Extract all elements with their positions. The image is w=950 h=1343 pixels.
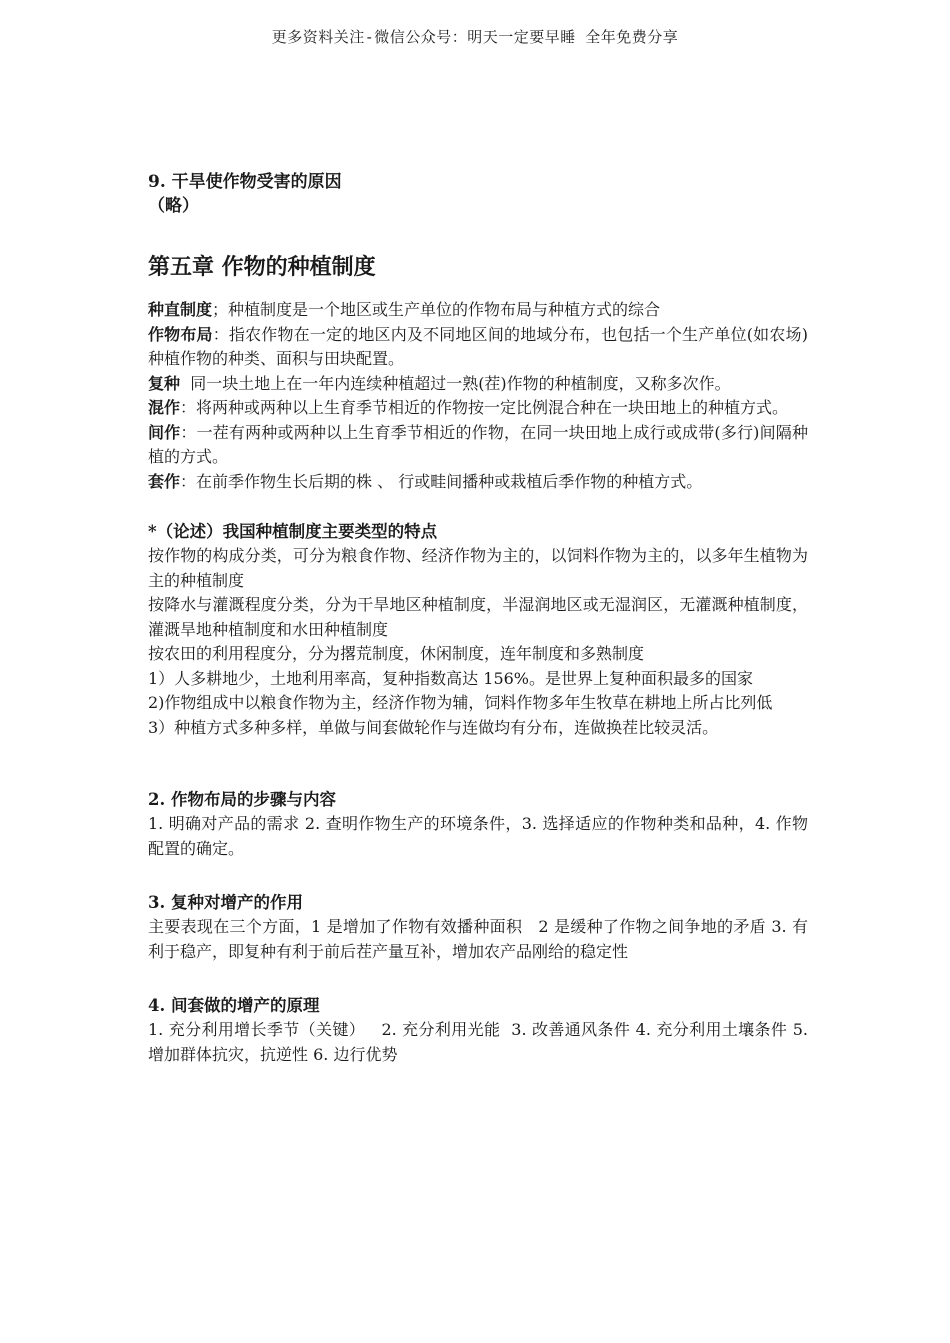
definition-term: 作物布局 xyxy=(148,324,213,344)
definition-term: 间作 xyxy=(148,422,181,442)
definition-separator: ： xyxy=(180,471,197,491)
definition-term: 种直制度 xyxy=(148,300,213,319)
definitions-list xyxy=(148,298,808,494)
document-body xyxy=(148,170,814,1067)
question-3 xyxy=(148,891,808,964)
definition-item xyxy=(148,298,808,323)
definition-item xyxy=(148,372,808,397)
definition-separator: ： xyxy=(180,398,197,417)
question-2-title: 2. 作物布局的步骤与内容 xyxy=(148,790,336,809)
question-3-title: 3. 复种对增产的作用 xyxy=(148,893,303,912)
definition-text: 在前季作物生长后期的株 、 行或畦间播种或栽植后季作物的种植方式。 xyxy=(196,471,703,491)
definition-separator xyxy=(180,374,190,393)
essay-section xyxy=(148,520,808,740)
question-9-title: 9. 干旱使作物受害的原因 xyxy=(148,172,342,192)
page-header: 更多资料关注-微信公众号：明天一定要早睡 全年免费分享 xyxy=(271,28,679,46)
question-2 xyxy=(148,788,808,861)
essay-paragraph: 2)作物组成中以粮食作物为主，经济作物为辅，饲料作物多年生牧草在耕地上所占比列低 xyxy=(148,693,773,712)
question-9 xyxy=(148,170,808,218)
definition-text: 种植制度是一个地区或生产单位的作物布局与种植方式的综合 xyxy=(228,300,661,319)
definition-term: 混作 xyxy=(148,398,181,417)
essay-paragraph: 1）人多耕地少，土地利用率高，复种指数高达 156%。是世界上复种面积最多的国家 xyxy=(148,668,754,688)
definition-separator: ： xyxy=(180,422,197,442)
definition-item xyxy=(148,323,808,372)
question-4 xyxy=(148,994,814,1067)
essay-paragraph: 3）种植方式多种多样，单做与间套做轮作与连做均有分布，连做换茬比较灵活。 xyxy=(148,717,719,737)
question-2-body: 1. 明确对产品的需求 2. 查明作物生产的环境条件，3. 选择适应的作物种类和品种，4. 作物配置的确定。 xyxy=(148,814,808,858)
definition-text: 指农作物在一定的地区内及不同地区间的地域分布，也包括一个生产单位(如农场)种植作物的种类、面积与田块配置。 xyxy=(148,324,808,368)
definition-item xyxy=(148,421,808,470)
definition-term: 套作 xyxy=(148,471,181,491)
definition-term: 复种 xyxy=(148,373,181,393)
essay-title: *（论述）我国种植制度主要类型的特点 xyxy=(148,522,438,541)
definition-text: 一茬有两种或两种以上生育季节相近的作物，在同一块田地上成行或成带(多行)间隔种植的方式。 xyxy=(148,422,808,466)
definition-item xyxy=(148,396,808,421)
question-9-body: （略） xyxy=(148,196,199,216)
definition-item xyxy=(148,470,808,495)
question-4-body: 1. 充分利用增长季节（关键） 2. 充分利用光能 3. 改善通风条件 4. 充分利用土壤条件 5. 增加群体抗灾，抗逆性 6. 边行优势 xyxy=(148,1020,814,1064)
definition-text: 同一块土地上在一年内连续种植超过一熟(茬)作物的种植制度，又称多次作。 xyxy=(190,373,731,393)
chapter-title: 第五章 作物的种植制度 xyxy=(148,254,376,280)
definition-separator: ： xyxy=(212,324,229,344)
definition-separator: ； xyxy=(212,300,229,319)
essay-paragraph: 按作物的构成分类，可分为粮食作物、经济作物为主的，以饲料作物为主的，以多年生植物为主的种植制度 xyxy=(148,546,808,590)
essay-paragraph: 按农田的利用程度分，分为撂荒制度，休闲制度，连年制度和多熟制度 xyxy=(148,644,645,663)
question-3-body: 主要表现在三个方面，1 是增加了作物有效播种面积 2 是缓种了作物之间争地的矛盾 3. 有利于稳产，即复种有利于前后茬产量互补，增加农产品刚给的稳定性 xyxy=(148,917,808,961)
definition-text: 将两种或两种以上生育季节相近的作物按一定比例混合种在一块田地上的种植方式。 xyxy=(196,398,789,417)
essay-paragraph: 按降水与灌溉程度分类，分为干旱地区种植制度，半湿润地区或无湿润区，无灌溉种植制度，灌溉旱地种植制度和水田种植制度 xyxy=(148,595,808,639)
question-4-title: 4. 间套做的增产的原理 xyxy=(148,996,320,1015)
